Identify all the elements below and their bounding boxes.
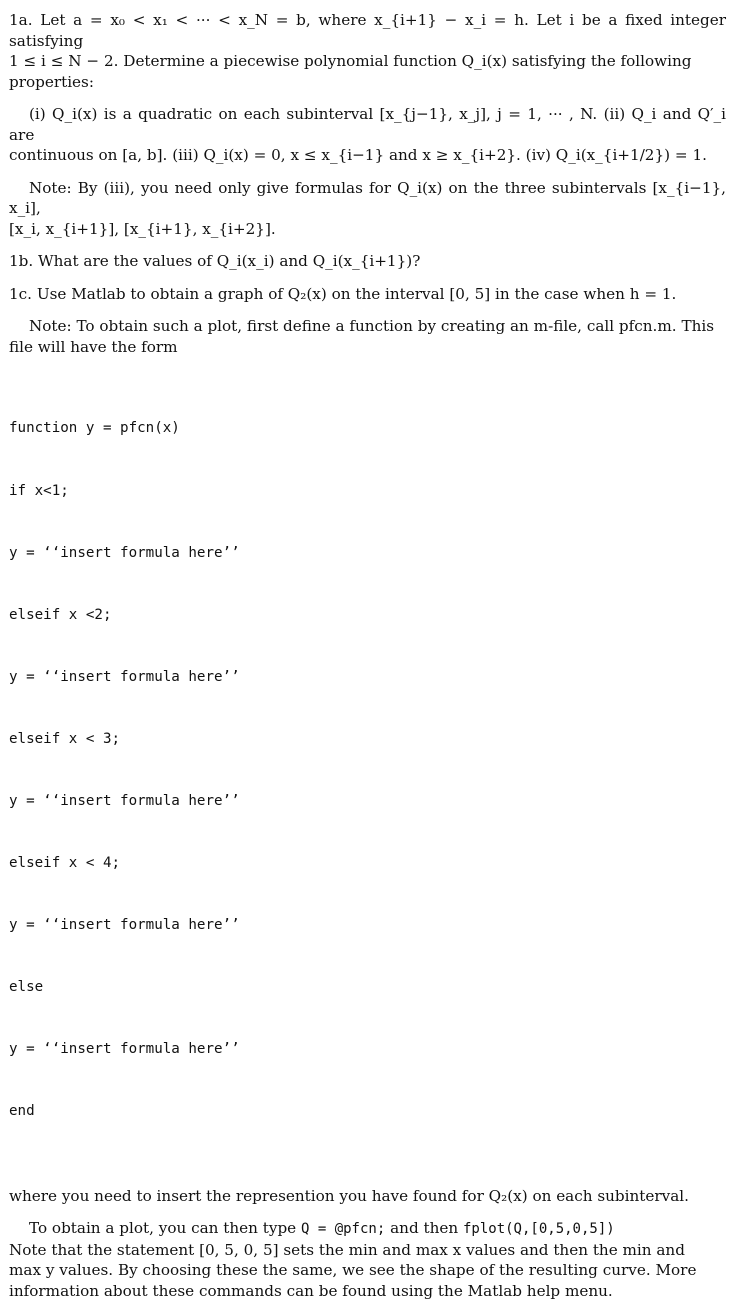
code-line: elseif x <2; [9,606,112,623]
problem-1a-line-1: 1a. Let a = x₀ < x₁ < ··· < x_N = b, where x_{i+1} − x_i = h. Let i be a fixed integer satisfying [9,11,726,50]
problem-1a-line-2: 1 ≤ i ≤ N − 2. Determine a piecewise polynomial function Q_i(x) satisfying the following [9,52,692,70]
code-line: else [9,979,44,996]
problem-1a-line-3: properties: [9,72,94,91]
problem-1a [9,10,726,92]
plot-mid-text: and then [390,1219,459,1238]
matlab-code-block [9,377,726,1164]
problem-1c [9,284,726,305]
plot-instructions-line-3: max y values. By choosing these the same, we see the shape of the resulting curve. More [9,1261,697,1280]
plot-instructions [9,1218,726,1301]
code-line: y = ‘‘insert formula here’’ [9,917,240,934]
code-line: y = ‘‘insert formula here’’ [9,544,240,561]
code-line: elseif x < 3; [9,730,121,747]
code-line: function y = pfcn(x) [9,420,180,437]
code-line: end [9,1103,35,1120]
code-line: if x<1; [9,482,69,499]
inline-code-q-assign: Q = @pfcn; [300,1221,386,1238]
note-2-line-1: Note: To obtain such a plot, first define a function by creating an m-file, call pfcn.m. This [29,317,715,335]
code-line: y = ‘‘insert formula here’’ [9,1041,240,1058]
plot-instructions-line-1 [9,1218,726,1240]
note-2 [9,316,726,357]
note-2-line-2: file will have the form [9,337,178,356]
note-1-line-1: Note: By (iii), you need only give formulas for Q_i(x) on the three subintervals [x_{i−1}, x_i], [9,178,726,217]
note-1 [9,178,726,240]
code-line: elseif x < 4; [9,855,121,872]
inline-code-fplot: fplot(Q,[0,5,0,5]) [462,1221,615,1238]
code-line: y = ‘‘insert formula here’’ [9,668,240,685]
problem-1b-text: 1b. What are the values of Q_i(x_i) and Q_i(x_{i+1})? [9,252,421,270]
properties-paragraph [9,104,726,166]
problem-1b [9,251,726,272]
plot-instructions-line-4: information about these commands can be found using the Matlab help menu. [9,1281,613,1300]
code-line: y = ‘‘insert formula here’’ [9,792,240,809]
after-code-paragraph [9,1186,726,1207]
plot-lead-text: To obtain a plot, you can then type [29,1219,297,1238]
plot-instructions-line-2: Note that the statement [0, 5, 0, 5] sets the min and max x values and then the min and [9,1240,685,1259]
after-code-text: where you need to insert the represention you have found for Q₂(x) on each subinterval. [9,1186,689,1205]
properties-line-2: continuous on [a, b]. (iii) Q_i(x) = 0, x ≤ x_{i−1} and x ≥ x_{i+2}. (iv) Q_i(x_{i+1/2}) = 1. [9,146,707,164]
problem-1c-text: 1c. Use Matlab to obtain a graph of Q₂(x) on the interval [0, 5] in the case when h = 1. [9,284,677,303]
note-1-line-2: [x_i, x_{i+1}], [x_{i+1}, x_{i+2}]. [9,219,276,238]
properties-line-1: (i) Q_i(x) is a quadratic on each subinterval [x_{j−1}, x_j], j = 1, ··· , N. (ii) Q_i and Q′_i are [9,105,726,144]
